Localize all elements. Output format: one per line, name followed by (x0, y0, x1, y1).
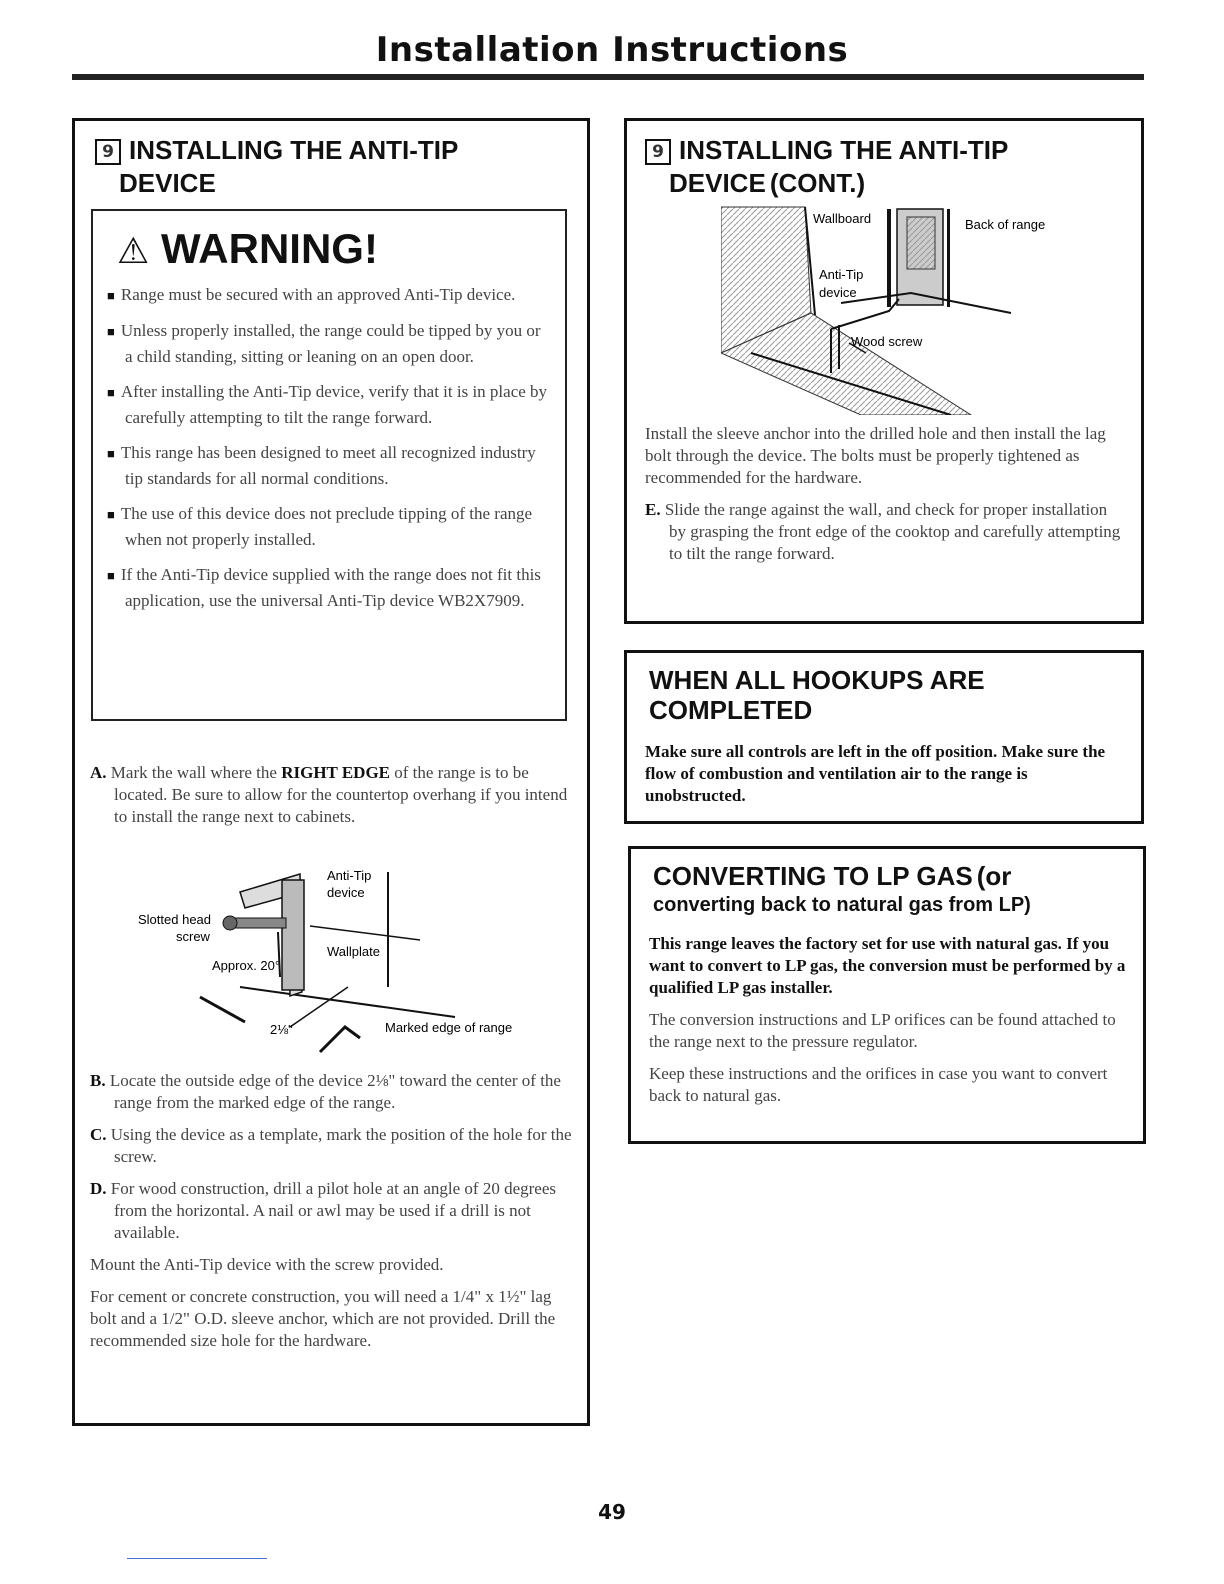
section-title-line1: INSTALLING THE ANTI-TIP (129, 135, 459, 165)
label-wallboard: Wallboard (813, 211, 872, 226)
warning-list (107, 282, 551, 613)
anti-tip-diagram (120, 862, 560, 1072)
label-back-of-range: Back of range (965, 217, 1046, 232)
label-wood-screw: Wood screw (851, 334, 923, 349)
anti-tip-cont-panel (624, 118, 1144, 624)
cement-text: For cement or concrete construction, you will need a 1/4" x 1½" lag bolt and a 1/2" O.D. sleeve anchor, which are not provided. Drill the recommended size hole for the hardware. (90, 1287, 556, 1350)
step-e: E. Slide the range against the wall, and check for proper installation by grasping the front edge of the cooktop and carefully attempting to tilt the range forward. (645, 500, 1121, 563)
label-device: device (327, 885, 365, 900)
lp-gas-para2: Keep these instructions and the orifices in case you want to convert back to natural gas. (649, 1064, 1108, 1105)
lp-gas-warning-text: This range leaves the factory set for use with natural gas. If you want to convert to LP gas, the conversion must be performed by a qualified LP gas installer. (649, 934, 1126, 997)
lp-gas-heading (653, 861, 1031, 919)
step-a: A. Mark the wall where the RIGHT EDGE of the range is to be located. Be sure to allow for the countertop overhang if you intend to install the range next to cabinets. (90, 763, 568, 826)
lp-gas-para1: The conversion instructions and LP orifices can be found attached to the range next to the pressure regulator. (649, 1010, 1116, 1051)
label-device: device (819, 285, 857, 300)
warning-heading: ⚠ WARNING! (117, 225, 378, 272)
anti-tip-heading (95, 135, 458, 198)
section-title-line1: INSTALLING THE ANTI-TIP (679, 135, 1009, 165)
hookups-text: Make sure all controls are left in the off position. Make sure the flow of combustion and ventilation air to the range is unobstructed. (645, 742, 1106, 805)
warning-item: ■ If the Anti-Tip device supplied with the range does not fit this application, use the universal Anti-Tip device WB2X7909. (107, 562, 551, 613)
page-title: Installation Instructions (375, 30, 849, 70)
hookups-completed-panel (624, 650, 1144, 824)
label-slotted-head: Slotted head (138, 912, 212, 927)
warning-item: ■ Range must be secured with an approved Anti-Tip device. (107, 282, 551, 308)
step-c: C. Using the device as a template, mark the position of the hole for the screw. (90, 1125, 572, 1166)
lp-gas-panel (628, 846, 1146, 1144)
label-dimension: 2⅛" (270, 1022, 293, 1037)
label-approx-angle: Approx. 20° (212, 958, 281, 973)
lp-gas-title-paren: (or (976, 861, 1012, 891)
lp-gas-body (649, 933, 1129, 1117)
label-marked-edge: Marked edge of range (385, 1020, 513, 1035)
label-anti-tip: Anti-Tip (819, 267, 864, 282)
section-title-cont: (CONT.) (769, 168, 866, 199)
anti-tip-cont-body (645, 423, 1127, 575)
hookups-title-line2: COMPLETED (649, 695, 813, 725)
label-wallplate: Wallplate (327, 944, 380, 959)
warning-item: ■ After installing the Anti-Tip device, verify that it is in place by carefully attempting to tilt the range forward. (107, 379, 551, 430)
warning-item: ■ This range has been designed to meet all recognized industry tip standards for all normal conditions. (107, 440, 551, 491)
lp-gas-title: CONVERTING TO LP GAS (653, 861, 973, 891)
sleeve-anchor-text: Install the sleeve anchor into the drilled hole and then install the lag bolt through the device. The bolts must be properly tightened as recommended for the hardware. (645, 424, 1106, 487)
footer-line (127, 1558, 267, 1559)
section-title-line2: DEVICE (119, 168, 216, 199)
step-b: B. Locate the outside edge of the device 2⅛" toward the center of the range from the marked edge of the range. (90, 1071, 561, 1112)
title-rule (72, 74, 1144, 80)
hookups-title-line1: WHEN ALL HOOKUPS ARE (649, 665, 985, 695)
page-number: 49 (598, 1500, 626, 1524)
warning-item: ■ Unless properly installed, the range could be tipped by you or a child standing, sitting or leaning on an open door. (107, 318, 551, 369)
lp-gas-subtitle: converting back to natural gas from LP) (653, 894, 1031, 916)
label-screw: screw (176, 929, 210, 944)
section-title-line2: DEVICE (669, 168, 766, 199)
warning-box (91, 209, 567, 721)
steps-bcd-block (90, 1070, 578, 1362)
warning-icon: ⚠ (117, 231, 150, 272)
mount-text: Mount the Anti-Tip device with the screw provided. (90, 1255, 444, 1274)
anti-tip-cont-heading (645, 135, 1008, 198)
hookups-heading (649, 665, 985, 725)
step-a-block (90, 762, 572, 838)
label-anti-tip: Anti-Tip (327, 868, 372, 883)
wall-anchor-diagram (721, 203, 1061, 415)
section-number: 9 (645, 139, 671, 165)
warning-item: ■ The use of this device does not preclude tipping of the range when not properly installed. (107, 501, 551, 552)
step-d: D. For wood construction, drill a pilot hole at an angle of 20 degrees from the horizontal. A nail or awl may be used if a drill is not available. (90, 1179, 556, 1242)
section-number: 9 (95, 139, 121, 165)
